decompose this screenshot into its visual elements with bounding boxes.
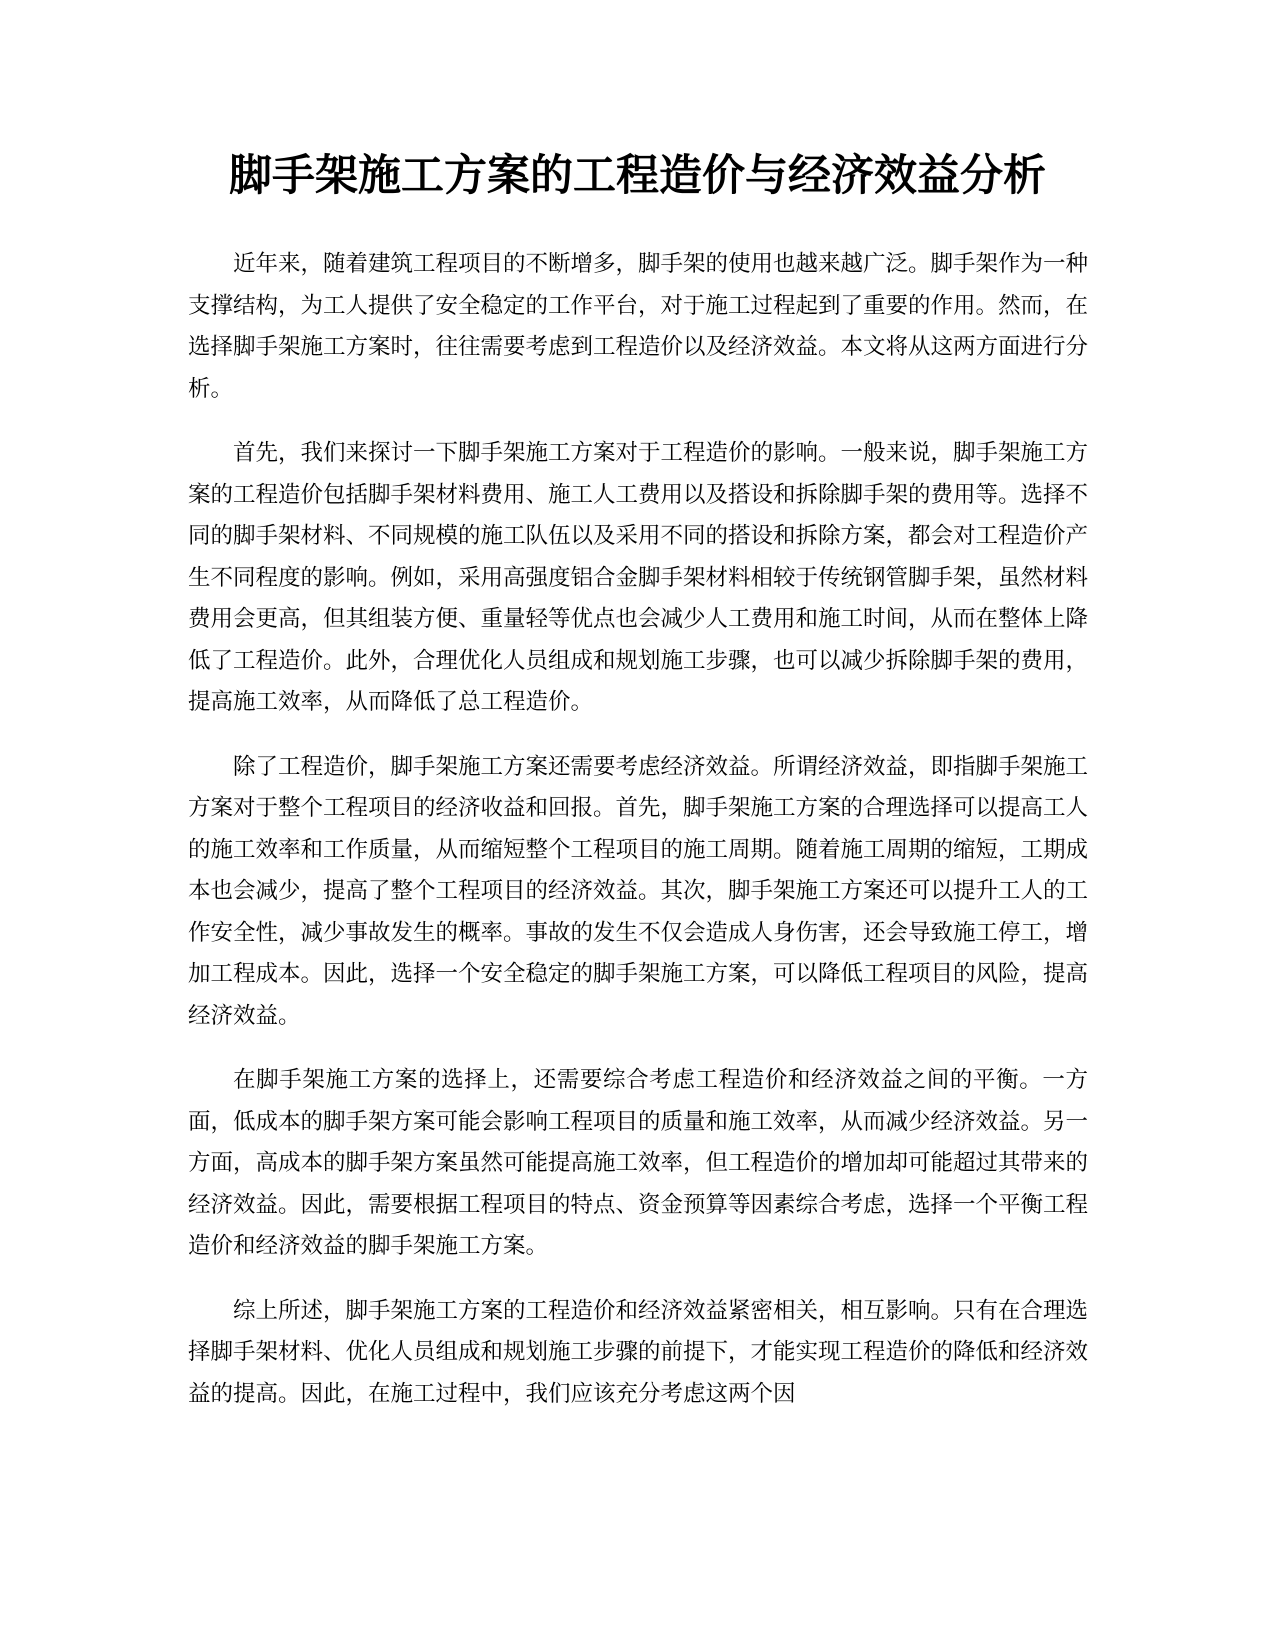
paragraph-balance: 在脚手架施工方案的选择上，还需要综合考虑工程造价和经济效益之间的平衡。一方面，低成本的脚手架方案可能会影响工程项目的质量和施工效率，从而减少经济效益。另一方面，高成本的脚手架方案虽然可能提高施工效率，但工程造价的增加却可能超过其带来的经济效益。因此，需要根据工程项目的特点、资金预算等因素综合考虑，选择一个平衡工程造价和经济效益的脚手架施工方案。 bbox=[188, 1067, 1089, 1259]
paragraph-intro: 近年来，随着建筑工程项目的不断增多，脚手架的使用也越来越广泛。脚手架作为一种支撑结构，为工人提供了安全稳定的工作平台，对于施工过程起到了重要的作用。然而，在选择脚手架施工方案时，往往需要考虑到工程造价以及经济效益。本文将从这两方面进行分析。 bbox=[188, 251, 1089, 402]
document-title: 脚手架施工方案的工程造价与经济效益分析 bbox=[229, 151, 1046, 201]
paragraph-benefit: 除了工程造价，脚手架施工方案还需要考虑经济效益。所谓经济效益，即指脚手架施工方案对于整个工程项目的经济收益和回报。首先，脚手架施工方案的合理选择可以提高工人的施工效率和工作质量，从而缩短整个工程项目的施工周期。随着施工周期的缩短，工期成本也会减少，提高了整个工程项目的经济效益。其次，脚手架施工方案还可以提升工人的工作安全性，减少事故发生的概率。事故的发生不仅会造成人身伤害，还会导致施工停工，增加工程成本。因此，选择一个安全稳定的脚手架施工方案，可以降低工程项目的风险，提高经济效益。 bbox=[188, 753, 1089, 1029]
paragraph-conclusion: 综上所述，脚手架施工方案的工程造价和经济效益紧密相关，相互影响。只有在合理选择脚手架材料、优化人员组成和规划施工步骤的前提下，才能实现工程造价的降低和经济效益的提高。因此，在施工过程中，我们应该充分考虑这两个因 bbox=[188, 1297, 1089, 1407]
paragraph-cost: 首先，我们来探讨一下脚手架施工方案对于工程造价的影响。一般来说，脚手架施工方案的工程造价包括脚手架材料费用、施工人工费用以及搭设和拆除脚手架的费用等。选择不同的脚手架材料、不同规模的施工队伍以及采用不同的搭设和拆除方案，都会对工程造价产生不同程度的影响。例如，采用高强度铝合金脚手架材料相较于传统钢管脚手架，虽然材料费用会更高，但其组装方便、重量轻等优点也会减少人工费用和施工时间，从而在整体上降低了工程造价。此外，合理优化人员组成和规划施工步骤，也可以减少拆除脚手架的费用，提高施工效率，从而降低了总工程造价。 bbox=[188, 440, 1089, 715]
document-body bbox=[188, 244, 1088, 1438]
